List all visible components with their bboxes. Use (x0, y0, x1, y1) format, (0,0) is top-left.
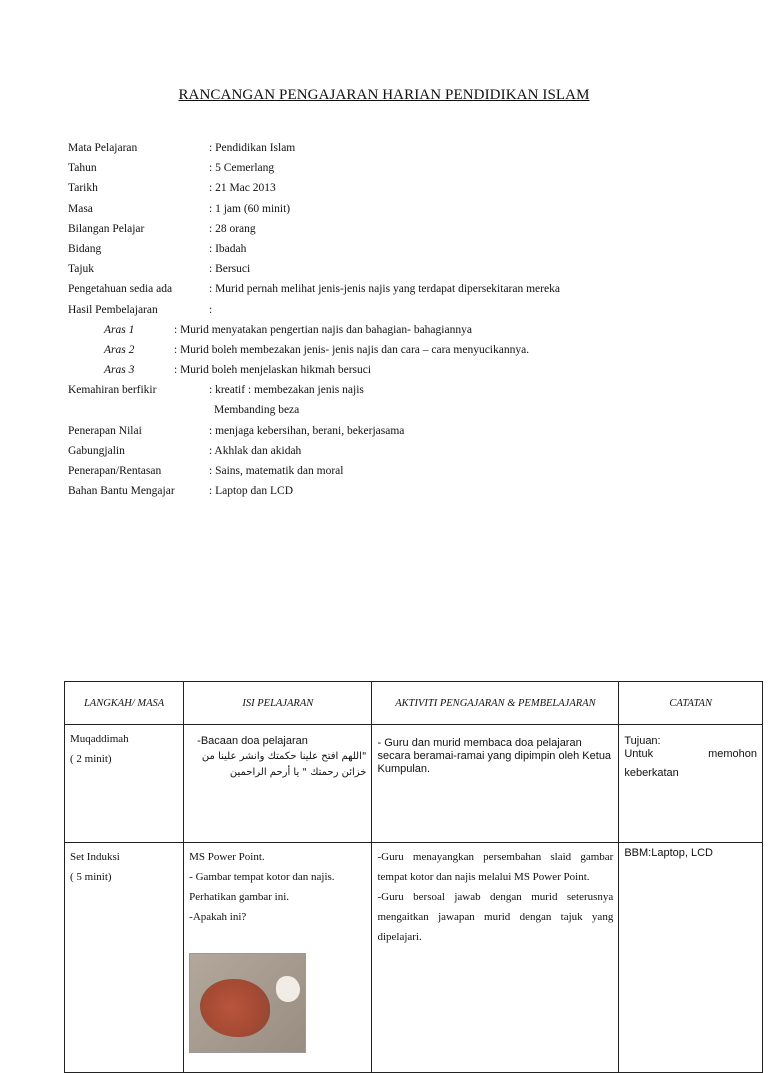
lesson-plan-table (64, 681, 763, 1073)
info-label: Bahan Bantu Mengajar (68, 485, 175, 498)
arabic-prayer: "اللهم افتح علينا حكمتك وانشر علينا من خزائن رحمتك " يا أرحم الراحمين (201, 751, 367, 778)
info-label: Bilangan Pelajar (68, 222, 145, 235)
aras-value: : Murid menyatakan pengertian najis dan bahagian- bahagiannya (174, 323, 472, 336)
catatan-text: Tujuan: (624, 735, 661, 747)
info-label: Tajuk (68, 263, 95, 276)
info-value: : (209, 303, 213, 316)
aktiviti-text: -Guru menayangkan persembahan slaid gambar tempat kotor dan najis melalui MS Power Point. (377, 851, 614, 883)
table-row (65, 843, 763, 1073)
step-name: Muqaddimah (70, 733, 129, 745)
info-value: : Akhlak dan akidah (209, 444, 302, 457)
step-name: Set Induksi (70, 851, 120, 863)
info-value: : Ibadah (209, 242, 247, 255)
aktiviti-text: - Guru dan murid membaca doa pelajaran secara beramai-ramai yang dipimpin oleh Ketua Kumpulan. (377, 737, 612, 775)
aktiviti-cell (372, 843, 619, 1073)
isi-text: -Bacaan doa pelajaran (197, 735, 308, 747)
isi-text: MS Power Point. (189, 851, 265, 863)
step-time: ( 2 minit) (70, 753, 112, 765)
header-isi: ISI PELAJARAN (184, 682, 372, 725)
info-value: : Sains, matematik dan moral (209, 465, 344, 477)
isi-cell (184, 725, 372, 843)
info-label: Penerapan/Rentasan (68, 465, 162, 477)
catatan-word: memohon (708, 748, 757, 760)
catatan-cell (619, 725, 763, 843)
catatan-text: keberkatan (624, 767, 679, 779)
info-value: : Laptop dan LCD (209, 485, 293, 498)
aras-label: Aras 1 (104, 323, 135, 336)
stain-shape (200, 979, 270, 1037)
aktiviti-text: -Guru bersoal jawab dengan murid seterusnya mengaitkan jawapan murid dengan tajuk yang dipelajari. (377, 891, 614, 943)
info-label: Hasil Pembelajaran (68, 303, 158, 316)
info-value: : 1 jam (60 minit) (209, 202, 291, 215)
catatan-word: Untuk (624, 748, 654, 760)
aras-value: : Murid boleh membezakan jenis- jenis najis dan cara – cara menyucikannya. (174, 343, 530, 356)
step-cell (65, 725, 184, 843)
info-label: Tarikh (68, 182, 98, 195)
table-row (65, 725, 763, 843)
header-catatan: CATATAN (619, 682, 763, 725)
isi-text: -Apakah ini? (189, 911, 247, 923)
info-value: : Bersuci (209, 263, 251, 276)
catatan-text: BBM:Laptop, LCD (624, 847, 713, 859)
info-label: Masa (68, 202, 93, 215)
info-value: : 28 orang (209, 222, 256, 235)
info-label: Pengetahuan sedia ada (68, 283, 173, 296)
info-label: Kemahiran berfikir (68, 384, 157, 397)
header-aktiviti: AKTIVITI PENGAJARAN & PEMBELAJARAN (372, 682, 619, 725)
aras-label: Aras 2 (104, 343, 135, 356)
isi-text: Perhatikan gambar ini. (189, 891, 290, 903)
info-value: : 5 Cemerlang (209, 162, 275, 175)
info-value: : kreatif : membezakan jenis najis (209, 384, 364, 397)
step-time: ( 5 minit) (70, 871, 112, 883)
info-label: Tahun (68, 162, 97, 175)
stain-shape (276, 976, 300, 1002)
info-label: Gabungjalin (68, 444, 125, 457)
aktiviti-cell (372, 725, 619, 843)
info-label: Mata Pelajaran (68, 142, 138, 154)
info-value: : menjaga kebersihan, berani, bekerjasama (209, 424, 405, 437)
page-title: RANCANGAN PENGAJARAN HARIAN PENDIDIKAN ISLAM (178, 87, 590, 103)
aras-label: Aras 3 (104, 364, 135, 377)
catatan-cell (619, 843, 763, 1073)
info-label: Bidang (68, 242, 102, 255)
catatan-text (624, 748, 757, 761)
table-header-row (65, 682, 763, 725)
isi-text: - Gambar tempat kotor dan najis. (189, 871, 335, 883)
step-cell (65, 843, 184, 1073)
info-value: : Pendidikan Islam (209, 142, 296, 154)
info-label: Penerapan Nilai (68, 424, 142, 437)
info-value: : 21 Mac 2013 (209, 182, 276, 195)
isi-cell (184, 843, 372, 1073)
header-langkah: LANGKAH/ MASA (65, 682, 184, 725)
dirty-place-image (189, 953, 306, 1053)
info-value: : Murid pernah melihat jenis-jenis najis yang terdapat dipersekitaran mereka (209, 283, 560, 296)
info-value: Membanding beza (214, 404, 300, 417)
aras-value: : Murid boleh menjelaskan hikmah bersuci (174, 364, 372, 377)
